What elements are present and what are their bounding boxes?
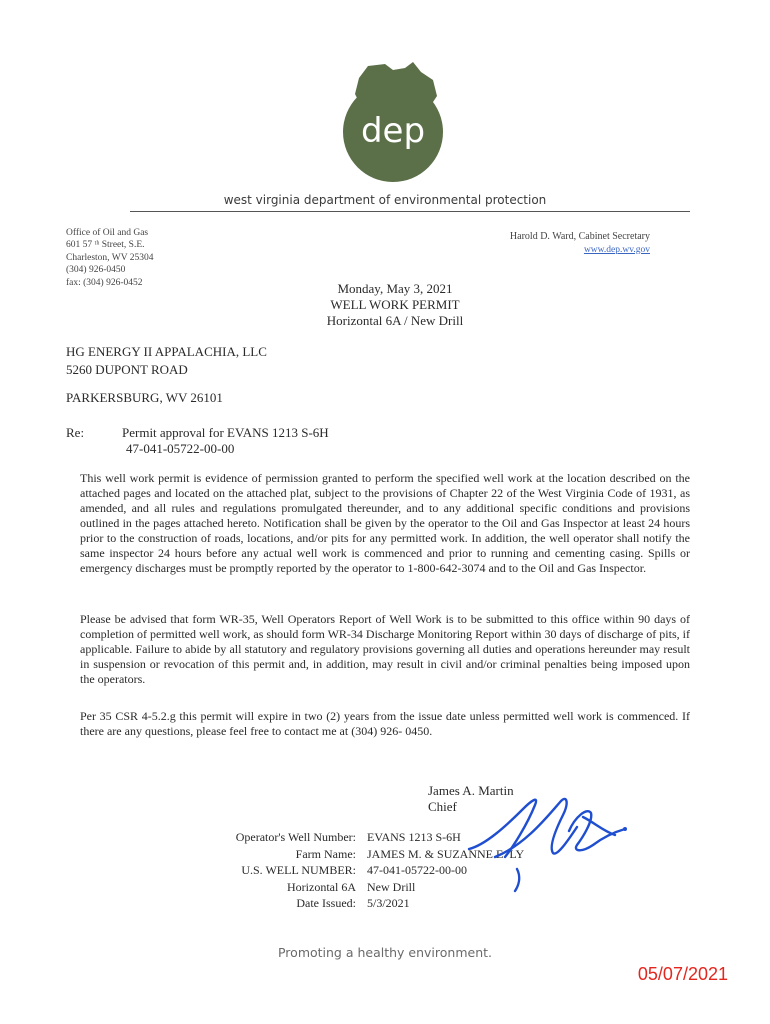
well-info-labels — [200, 829, 356, 912]
footer-slogan: Promoting a healthy environment. — [277, 945, 492, 960]
secretary-block — [510, 231, 650, 256]
dep-logo — [333, 58, 453, 188]
received-date-stamp: 05/07/2021 — [637, 964, 728, 984]
body-paragraph-1: This well work permit is evidence of permission granted to perform the specified well work at the location described on the attached pages and located on the attached plat, subject to the provisions of Chapter 22 of the West Virginia Code of 1931, as amended, and all rules and regulations promulgated thereunder, and to any additional specific conditions and provisions outlined in the pages attached hereto. Notification shall be given by the operator to the Oil and Gas Inspector at least 24 hours prior to the construction of roads, locations, and/or pits for any permitted work. In addition, the well operator shall notify the same inspector 24 hours before any actual well work is commenced and prior to running and cementing casing. Spills or emergency discharges must be promptly reported by the operator to 1-800-642-3074 and to the Oil and Gas Inspector. — [80, 471, 690, 575]
secretary-name: Harold D. Ward, Cabinet Secretary — [509, 231, 650, 242]
signatory-title: Chief — [428, 799, 457, 814]
us-well-number-label: U.S. WELL NUMBER: — [241, 863, 356, 877]
re-subject: Permit approval for EVANS 1213 S-6H — [122, 425, 329, 440]
office-address — [66, 227, 154, 289]
farm-name-label: Farm Name: — [295, 846, 356, 861]
permit-subtitle: Horizontal 6A / New Drill — [326, 313, 464, 328]
logo-text: dep — [360, 111, 426, 151]
signatory-name: James A. Martin — [428, 783, 514, 798]
well-number-label: Operator's Well Number: — [235, 830, 356, 844]
permit-header — [250, 281, 540, 329]
handwritten-signature — [465, 787, 635, 897]
agency-name: west virginia department of environmental protection — [223, 193, 547, 207]
issue-date: Monday, May 3, 2021 — [337, 281, 453, 296]
letterhead-divider — [130, 211, 690, 212]
signature-graphic — [465, 787, 635, 897]
recipient-city: PARKERSBURG, WV 26101 — [66, 390, 223, 405]
re-api-number: 47-041-05722-00-00 — [126, 441, 235, 456]
office-line: fax: (304) 926-0452 — [66, 277, 143, 288]
farm-name-value: JAMES M. & SUZANNE E. LY — [367, 846, 525, 861]
office-line: Charleston, WV 25304 — [66, 252, 154, 263]
well-type-value: New Drill — [367, 879, 416, 894]
body-paragraph-3: Per 35 CSR 4-5.2.g this permit will expire in two (2) years from the issue date unless permitted well work is commenced. If there are any questions, please feel free to contact me at (304) 926- 0450. — [80, 709, 690, 738]
recipient-name: HG ENERGY II APPALACHIA, LLC — [66, 344, 267, 359]
well-number-value: EVANS 1213 S-6H — [367, 830, 461, 844]
permit-title: WELL WORK PERMIT — [330, 297, 460, 312]
date-issued-label: Date Issued: — [296, 896, 356, 910]
office-line: 601 57 ᵗʰ Street, S.E. — [66, 240, 145, 251]
office-line: (304) 926-0450 — [66, 265, 126, 276]
office-line: Office of Oil and Gas — [66, 228, 149, 238]
date-issued-value: 5/3/2021 — [367, 896, 410, 910]
recipient-street: 5260 DUPONT ROAD — [66, 362, 188, 377]
body-paragraph-2: Please be advised that form WR-35, Well Operators Report of Well Work is to be submitted to this office within 90 days of completion of permitted well work, as should form WR-34 Discharge Monitoring Report within 30 days of discharge of pits, if applicable. Failure to abide by all statutory and regulatory provisions governing all duties and operations hereunder may result in suspension or revocation of this permit and, in addition, may result in civil and/or criminal penalties being imposed upon the operators. — [80, 612, 690, 686]
dep-logo-graphic — [333, 58, 453, 188]
re-line — [66, 425, 329, 457]
recipient-address — [66, 343, 267, 407]
re-label: Re: — [66, 425, 85, 440]
website-link[interactable]: www.dep.wv.gov — [583, 244, 650, 255]
us-well-number-value: 47-041-05722-00-00 — [367, 863, 467, 877]
well-type-label: Horizontal 6A — [287, 879, 356, 894]
